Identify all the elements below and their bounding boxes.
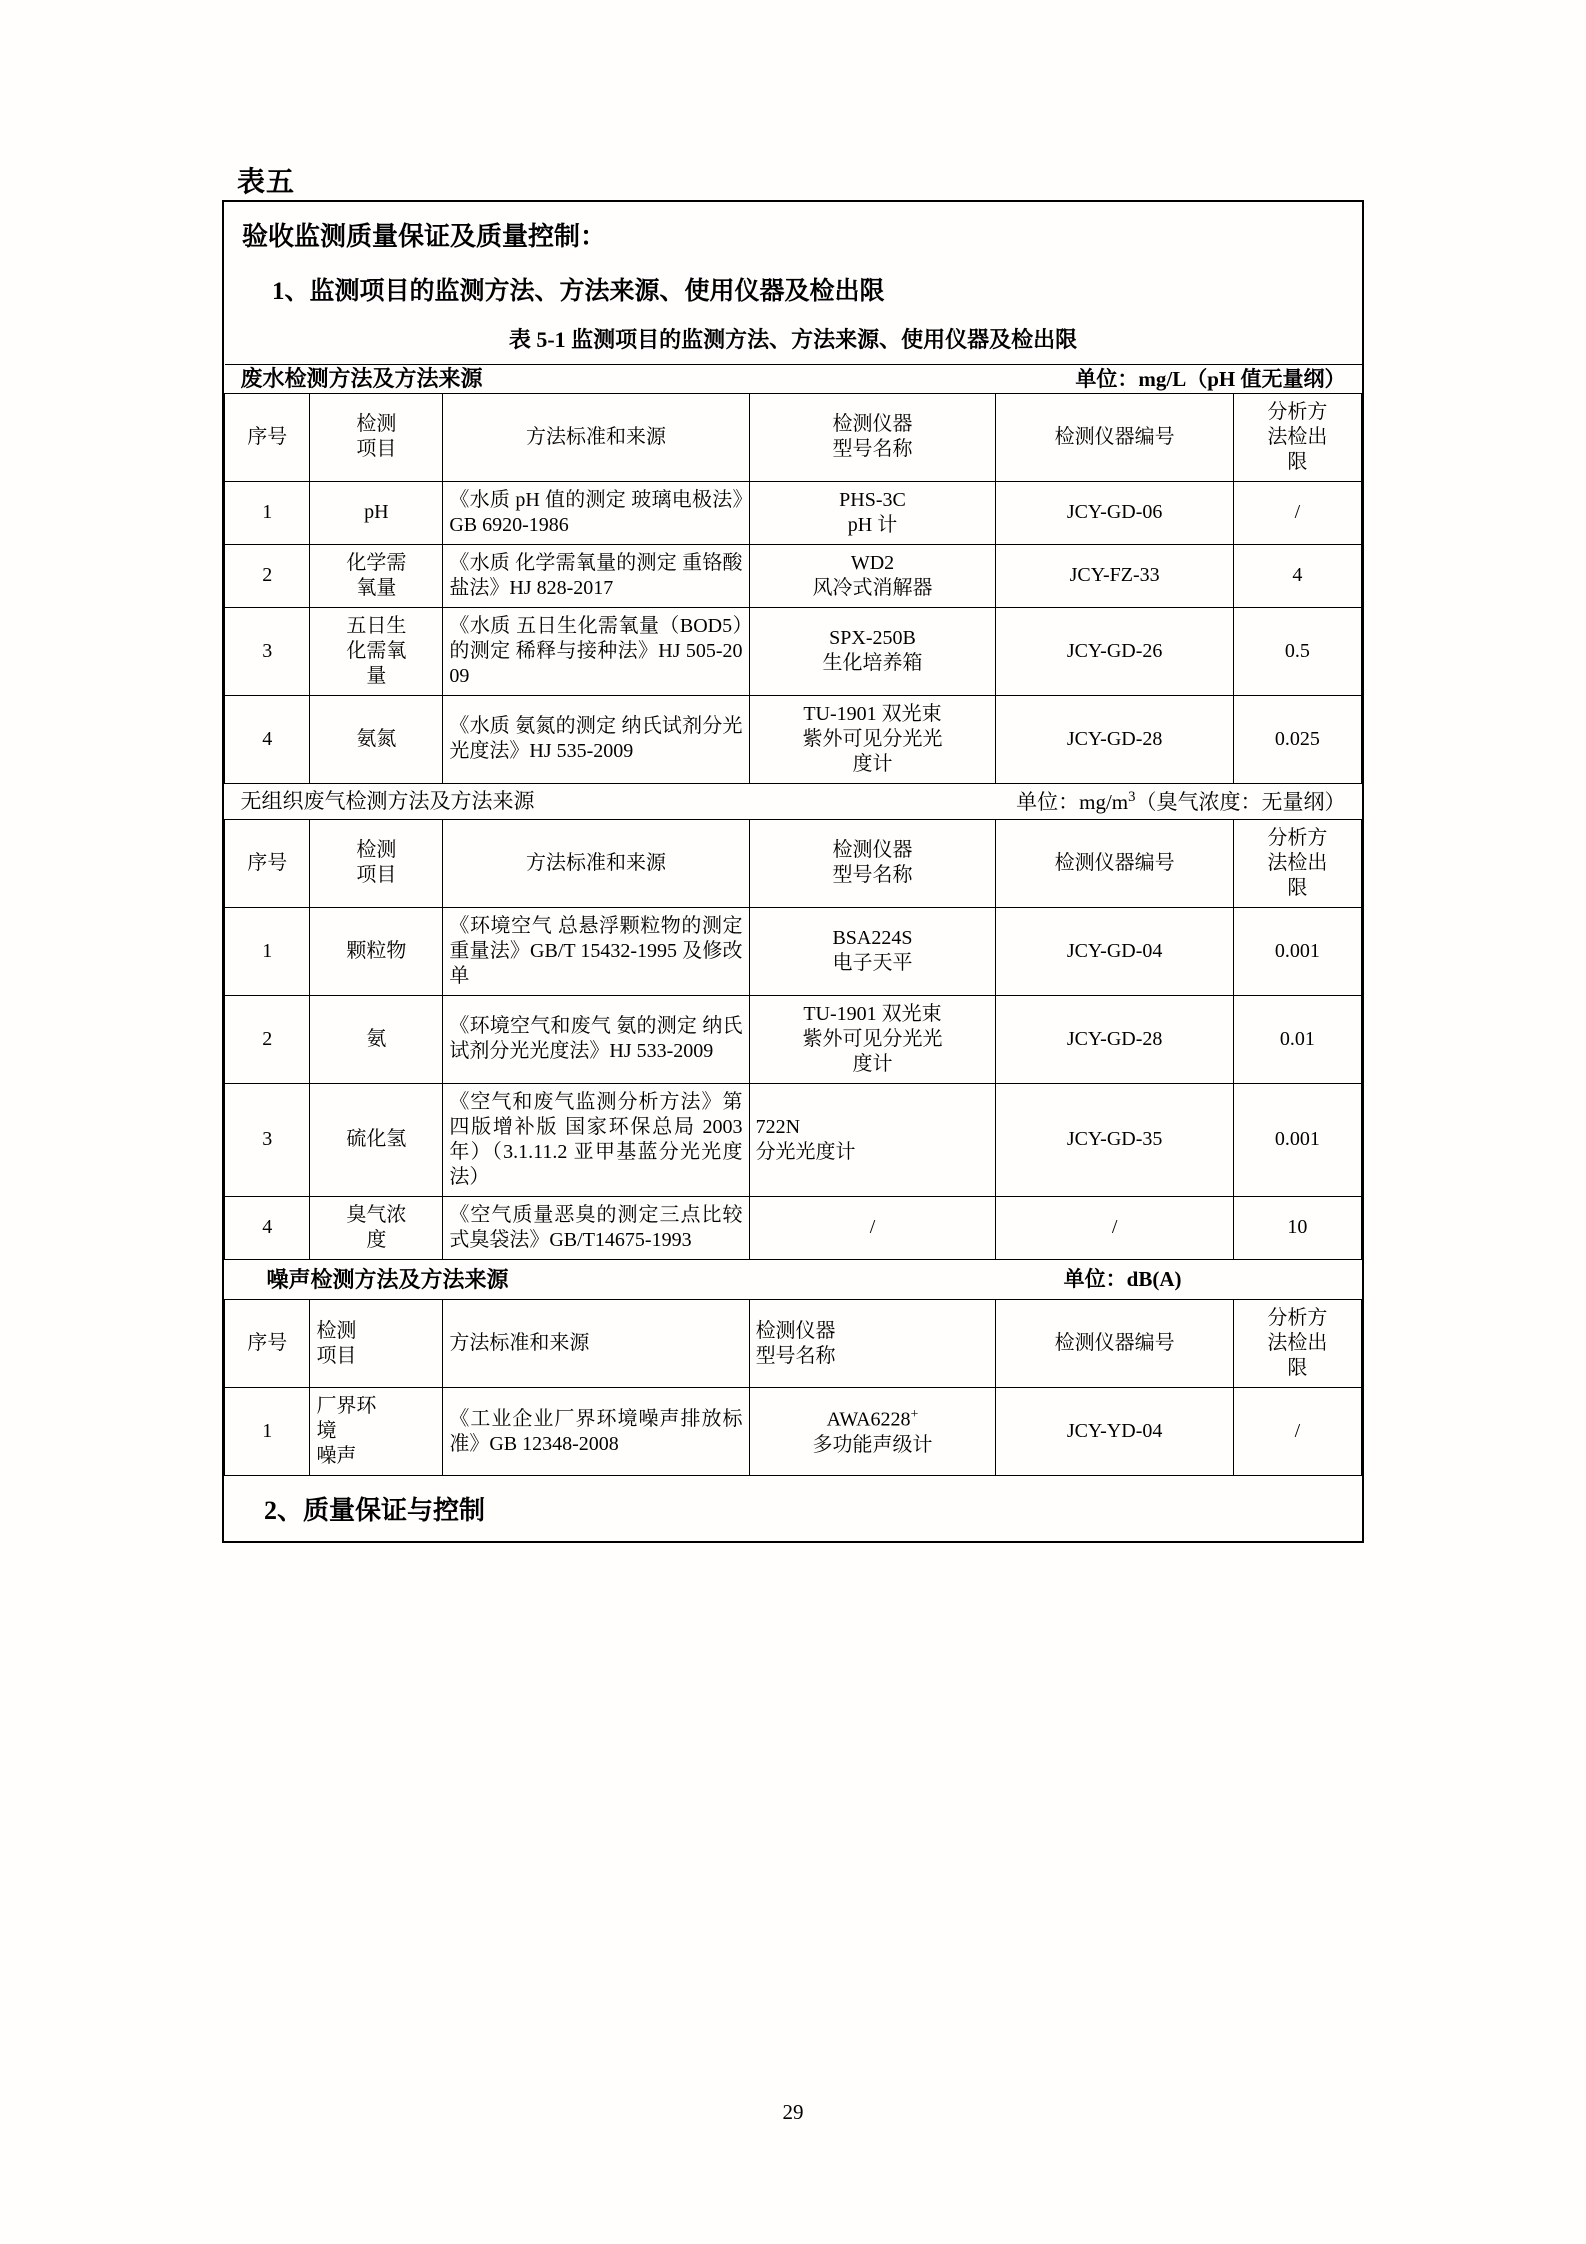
row-instrument-line2: 紫外可见分光光 xyxy=(802,727,943,750)
table-row xyxy=(225,1196,1362,1259)
row-instrument-line3: 度计 xyxy=(852,752,893,775)
row-instrument xyxy=(749,995,996,1083)
row-instrument xyxy=(749,481,996,544)
header-instrument-line2: 型号名称 xyxy=(832,864,913,887)
row-instrument xyxy=(749,1388,996,1476)
row-method: 《环境空气 总悬浮颗粒物的测定 重量法》GB/T 15432-1995 及修改单 xyxy=(443,907,749,995)
row-method: 《工业企业厂界环境噪声排放标准》GB 12348-2008 xyxy=(443,1388,749,1476)
row-no: 4 xyxy=(225,695,310,783)
row-method: 《水质 五日生化需氧量（BOD5）的测定 稀释与接种法》HJ 505-2009 xyxy=(443,607,749,695)
row-instrument-line1: WD2 xyxy=(850,551,895,574)
row-method: 《水质 pH 值的测定 玻璃电极法》GB 6920-1986 xyxy=(443,481,749,544)
row-method: 《环境空气和废气 氨的测定 纳氏试剂分光光度法》HJ 533-2009 xyxy=(443,995,749,1083)
monitoring-methods-table xyxy=(224,364,1362,1476)
row-instrument-line2: 电子天平 xyxy=(832,952,913,975)
row-method: 《水质 化学需氧量的测定 重铬酸盐法》HJ 828-2017 xyxy=(443,544,749,607)
table-row xyxy=(225,695,1362,783)
band-noise-label: 噪声检测方法及方法来源 xyxy=(266,1266,509,1292)
row-item-line1: 五日生 xyxy=(346,614,407,637)
row-instrument-line1: TU-1901 双光束 xyxy=(803,1002,942,1025)
header-instrument-line2: 型号名称 xyxy=(755,1344,836,1367)
row-no: 3 xyxy=(225,1083,310,1196)
row-instrument-no: JCY-YD-04 xyxy=(996,1388,1233,1476)
row-instrument-no: JCY-GD-06 xyxy=(996,481,1233,544)
header-item-line1: 检测 xyxy=(356,413,397,435)
row-item: 硫化氢 xyxy=(310,1083,443,1196)
row-item: 氨 xyxy=(310,995,443,1083)
row-no: 1 xyxy=(225,1388,310,1476)
header-method: 方法标准和来源 xyxy=(443,393,749,481)
row-item: pH xyxy=(310,481,443,544)
row-instrument xyxy=(749,544,996,607)
header-limit-line2: 法检出 xyxy=(1267,425,1328,448)
row-item-line2: 氧量 xyxy=(356,576,397,599)
table-row xyxy=(225,907,1362,995)
row-item xyxy=(310,544,443,607)
band-row-noise xyxy=(225,1259,1362,1300)
row-item-line2: 化需氧 xyxy=(346,639,407,662)
row-item xyxy=(310,1196,443,1259)
row-instrument-line1: BSA224S xyxy=(832,927,913,950)
row-instrument-line1: PHS-3C xyxy=(839,488,906,511)
header-item xyxy=(310,393,443,481)
row-instrument-sup: + xyxy=(910,1406,919,1422)
row-no: 2 xyxy=(225,544,310,607)
header-detection-limit xyxy=(1233,393,1361,481)
header-instrument-line1: 检测仪器 xyxy=(832,839,913,862)
header-row-exhaust xyxy=(225,819,1362,907)
table-label: 表五 xyxy=(237,167,296,198)
table-caption: 表 5-1 监测项目的监测方法、方法来源、使用仪器及检出限 xyxy=(508,327,1078,352)
row-instrument-no: JCY-GD-26 xyxy=(996,607,1233,695)
header-limit-line3: 限 xyxy=(1287,876,1308,899)
row-no: 1 xyxy=(225,907,310,995)
header-item-line2: 项目 xyxy=(316,1344,357,1367)
row-limit: 10 xyxy=(1233,1196,1361,1259)
row-instrument-line1: 722N xyxy=(755,1115,801,1138)
section-title: 验收监测质量保证及质量控制： xyxy=(242,222,607,251)
row-instrument-no: JCY-FZ-33 xyxy=(996,544,1233,607)
row-instrument-no: / xyxy=(996,1196,1233,1259)
header-row-noise xyxy=(225,1300,1362,1388)
row-instrument-line1 xyxy=(756,1406,990,1433)
header-limit-line3: 限 xyxy=(1287,1357,1308,1380)
header-limit-line2: 法检出 xyxy=(1267,851,1328,874)
header-instrument-line1: 检测仪器 xyxy=(832,413,913,435)
row-item xyxy=(310,607,443,695)
header-limit-line1: 分析方 xyxy=(1267,826,1328,849)
row-limit: 0.001 xyxy=(1233,907,1361,995)
row-instrument-line1: TU-1901 双光束 xyxy=(803,702,942,725)
row-instrument-line2: pH 计 xyxy=(847,513,898,536)
row-instrument xyxy=(749,1083,996,1196)
header-instrument xyxy=(749,819,996,907)
header-limit-line1: 分析方 xyxy=(1267,1307,1328,1330)
row-instrument-line2: 生化培养箱 xyxy=(822,652,923,674)
table-row xyxy=(225,1388,1362,1476)
header-no: 序号 xyxy=(225,819,310,907)
row-limit: / xyxy=(1233,481,1361,544)
header-instrument-line1: 检测仪器 xyxy=(755,1319,836,1342)
table-row xyxy=(225,481,1362,544)
row-instrument-line2: 分光光度计 xyxy=(755,1140,856,1163)
band-exhaust-unit xyxy=(1016,788,1361,815)
row-instrument xyxy=(749,695,996,783)
header-instrument xyxy=(749,1300,996,1388)
band-row-exhaust xyxy=(225,783,1362,819)
row-item: 颗粒物 xyxy=(310,907,443,995)
row-item-line1: 厂界环 xyxy=(316,1395,377,1418)
header-instrument-no: 检测仪器编号 xyxy=(996,1300,1233,1388)
header-detection-limit xyxy=(1233,1300,1361,1388)
row-item xyxy=(310,1388,443,1476)
row-instrument xyxy=(749,607,996,695)
table-row xyxy=(225,544,1362,607)
row-no: 3 xyxy=(225,607,310,695)
row-limit: 0.01 xyxy=(1233,995,1361,1083)
header-item-line1: 检测 xyxy=(316,1319,357,1342)
band-wastewater-label: 废水检测方法及方法来源 xyxy=(240,366,483,391)
band-exhaust-unit-sup: 3 xyxy=(1128,788,1136,805)
header-instrument-no: 检测仪器编号 xyxy=(996,819,1233,907)
row-no: 4 xyxy=(225,1196,310,1259)
table-row xyxy=(225,1083,1362,1196)
header-item xyxy=(310,819,443,907)
header-item-line1: 检测 xyxy=(356,839,397,862)
row-item-line1: 化学需 xyxy=(346,551,407,574)
row-item: 氨氮 xyxy=(310,695,443,783)
header-method: 方法标准和来源 xyxy=(443,1300,749,1388)
row-item-line1: 臭气浓 xyxy=(346,1203,407,1226)
row-instrument xyxy=(749,907,996,995)
header-instrument-no: 检测仪器编号 xyxy=(996,393,1233,481)
content-box xyxy=(222,200,1364,1543)
row-instrument: / xyxy=(749,1196,996,1259)
row-item-line2: 境 xyxy=(316,1420,337,1443)
row-instrument-no: JCY-GD-28 xyxy=(996,995,1233,1083)
header-limit-line2: 法检出 xyxy=(1267,1332,1328,1355)
band-noise-unit: 单位：dB(A) xyxy=(1063,1267,1182,1292)
header-limit-line3: 限 xyxy=(1287,450,1308,473)
footer-section-title: 2、质量保证与控制 xyxy=(264,1496,486,1526)
row-method: 《水质 氨氮的测定 纳氏试剂分光光度法》HJ 535-2009 xyxy=(443,695,749,783)
row-limit: 0.5 xyxy=(1233,607,1361,695)
table-row xyxy=(225,607,1362,695)
header-item-line2: 项目 xyxy=(356,864,397,887)
band-exhaust-unit-suffix: （臭气浓度：无量纲） xyxy=(1135,789,1346,814)
header-no: 序号 xyxy=(225,1300,310,1388)
header-method: 方法标准和来源 xyxy=(443,819,749,907)
row-instrument-no: JCY-GD-04 xyxy=(996,907,1233,995)
page-number: 29 xyxy=(782,2100,804,2124)
band-row-wastewater xyxy=(225,365,1362,394)
row-method: 《空气质量恶臭的测定三点比较式臭袋法》GB/T14675-1993 xyxy=(443,1196,749,1259)
header-item-line2: 项目 xyxy=(356,438,397,460)
table-row xyxy=(225,995,1362,1083)
header-limit-line1: 分析方 xyxy=(1267,400,1328,423)
row-instrument-line3: 度计 xyxy=(852,1052,893,1075)
band-exhaust-unit-prefix: 单位：mg/m xyxy=(1016,789,1129,814)
row-item-line2: 度 xyxy=(366,1228,387,1251)
row-limit: 0.001 xyxy=(1233,1083,1361,1196)
row-item-line3: 量 xyxy=(366,664,387,687)
band-wastewater-unit: 单位：mg/L（pH 值无量纲） xyxy=(1075,366,1346,391)
row-instrument-line2: 多功能声级计 xyxy=(812,1433,933,1456)
row-limit: / xyxy=(1233,1388,1361,1476)
row-instrument-model: AWA6228 xyxy=(826,1408,911,1431)
row-item-line3: 噪声 xyxy=(316,1445,357,1468)
section-subtitle: 1、监测项目的监测方法、方法来源、使用仪器及检出限 xyxy=(272,278,885,305)
row-no: 2 xyxy=(225,995,310,1083)
row-instrument-line2: 紫外可见分光光 xyxy=(802,1027,943,1050)
band-exhaust-label: 无组织废气检测方法及方法来源 xyxy=(240,789,535,813)
row-no: 1 xyxy=(225,481,310,544)
header-instrument xyxy=(749,393,996,481)
row-instrument-no: JCY-GD-35 xyxy=(996,1083,1233,1196)
row-limit: 4 xyxy=(1233,544,1361,607)
header-instrument-line2: 型号名称 xyxy=(832,438,913,460)
header-row-wastewater xyxy=(225,393,1362,481)
header-item xyxy=(310,1300,443,1388)
header-no: 序号 xyxy=(225,393,310,481)
row-method: 《空气和废气监测分析方法》第四版增补版 国家环保总局 2003 年）（3.1.11.2 亚甲基蓝分光光度法） xyxy=(443,1083,749,1196)
row-limit: 0.025 xyxy=(1233,695,1361,783)
row-instrument-line2: 风冷式消解器 xyxy=(812,576,933,599)
row-instrument-no: JCY-GD-28 xyxy=(996,695,1233,783)
row-instrument-line1: SPX-250B xyxy=(829,627,916,649)
header-detection-limit xyxy=(1233,819,1361,907)
